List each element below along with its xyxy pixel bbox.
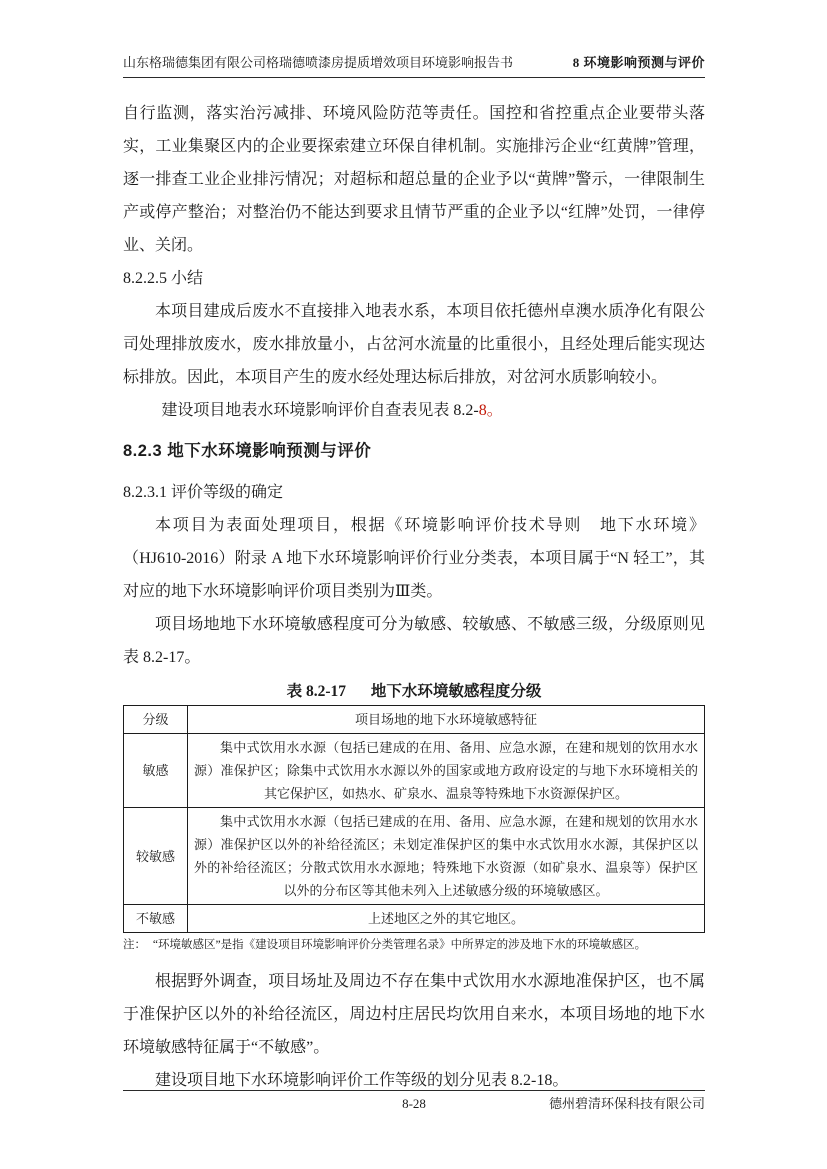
paragraph-field-survey: 根据野外调查，项目场址及周边不存在集中式饮用水水源地准保护区，也不属于准保护区以外的补给径流区，周边村庄居民均饮用自来水，本项目场地的地下水环境敏感特征属于“不敏感”。 <box>123 973 705 1056</box>
header-report-title: 山东格瑞德集团有限公司格瑞德喷漆房提质增效项目环境影响报告书 <box>123 55 514 70</box>
table-cell-grade: 较敏感 <box>124 808 188 905</box>
table-cell-feature: 集中式饮用水水源（包括已建成的在用、备用、应急水源，在建和规划的饮用水水源）准保护区；除集中式饮用水水源以外的国家或地方政府设定的与地下水环境相关的其它保护区，如热水、矿泉水、温泉等特殊地下水资源保护区。 <box>188 734 705 808</box>
table-footnote-label: 注： <box>123 939 146 951</box>
footer-page-number: 8-28 <box>402 1096 426 1111</box>
table-row <box>124 808 705 905</box>
paragraph-summary: 本项目建成后废水不直接排入地表水系，本项目依托德州卓澳水质净化有限公司处理排放废水，废水排放量小，占岔河水流量的比重很小，且经处理后能实现达标排放。因此，本项目产生的废水经处理达标后排放，对岔河水质影响较小。 <box>123 303 705 386</box>
table-header-feature: 项目场地的地下水环境敏感特征 <box>188 706 705 734</box>
heading-8-2-2-5: 8.2.2.5 小结 <box>123 270 204 287</box>
table-footnote <box>123 935 705 955</box>
paragraph-continuation: 自行监测，落实治污减排、环境风险防范等责任。国控和省控重点企业要带头落实，工业集聚区内的企业要探索建立环保自律机制。实施排污企业“红黄牌”管理，逐一排查工业企业排污情况；对超标和超总量的企业予以“黄牌”警示，一律限制生产或停产整治；对整治仍不能达到要求且情节严重的企业予以“红牌”处罚，一律停业、关闭。 <box>123 105 705 254</box>
table-row <box>124 734 705 808</box>
page-header <box>123 54 705 78</box>
table-cell-grade: 敏感 <box>124 734 188 808</box>
heading-8-2-3-1: 8.2.3.1 评价等级的确定 <box>123 484 284 501</box>
table-title-number: 表 8.2-17 <box>286 683 347 700</box>
table-cell-feature: 集中式饮用水水源（包括已建成的在用、备用、应急水源，在建和规划的饮用水水源）准保护区以外的补给径流区；未划定准保护区的集中水式饮用水水源，其保护区以外的补给径流区；分散式饮用水水源地；特殊地下水资源（如矿泉水、温泉等）保护区以外的分布区等其他未列入上述敏感分级的环境敏感区。 <box>188 808 705 905</box>
table-ref-red-number: 8。 <box>478 402 503 419</box>
sensitivity-table <box>123 705 705 933</box>
table-ref-text: 建设项目地表水环境影响评价自查表见表 8.2- <box>161 402 479 419</box>
header-chapter-title: 8 环境影响预测与评价 <box>572 55 705 70</box>
table-header-grade: 分级 <box>124 706 188 734</box>
table-row <box>124 905 705 933</box>
document-body <box>123 97 705 1097</box>
footer-company-name: 德州碧清环保科技有限公司 <box>548 1096 705 1111</box>
table-footnote-text: “环境敏感区”是指《建设项目环境影响评价分类管理名录》中所界定的涉及地下水的环境敏感区。 <box>152 939 647 951</box>
paragraph-grade-1: 本项目为表面处理项目，根据《环境影响评价技术导则 地下水环境》（HJ610-2016）附录 A 地下水环境影响评价行业分类表，本项目属于“N 轻工”，其对应的地下水环境影响评价项目类别为Ⅲ类。 <box>123 517 705 600</box>
paragraph-grade-2: 项目场地地下水环境敏感程度可分为敏感、较敏感、不敏感三级，分级原则见表 8.2-17。 <box>123 616 705 666</box>
table-cell-grade: 不敏感 <box>124 905 188 933</box>
table-cell-feature: 上述地区之外的其它地区。 <box>188 905 705 933</box>
paragraph-next-table-ref: 建设项目地下水环境影响评价工作等级的划分见表 8.2-18。 <box>155 1072 569 1089</box>
table-header-row <box>124 706 705 734</box>
paragraph-table-ref <box>123 394 705 427</box>
page-footer <box>123 1090 705 1114</box>
table-title <box>123 679 705 705</box>
heading-8-2-3: 8.2.3 地下水环境影响预测与评价 <box>123 442 372 460</box>
table-title-text: 地下水环境敏感程度分级 <box>370 683 542 700</box>
